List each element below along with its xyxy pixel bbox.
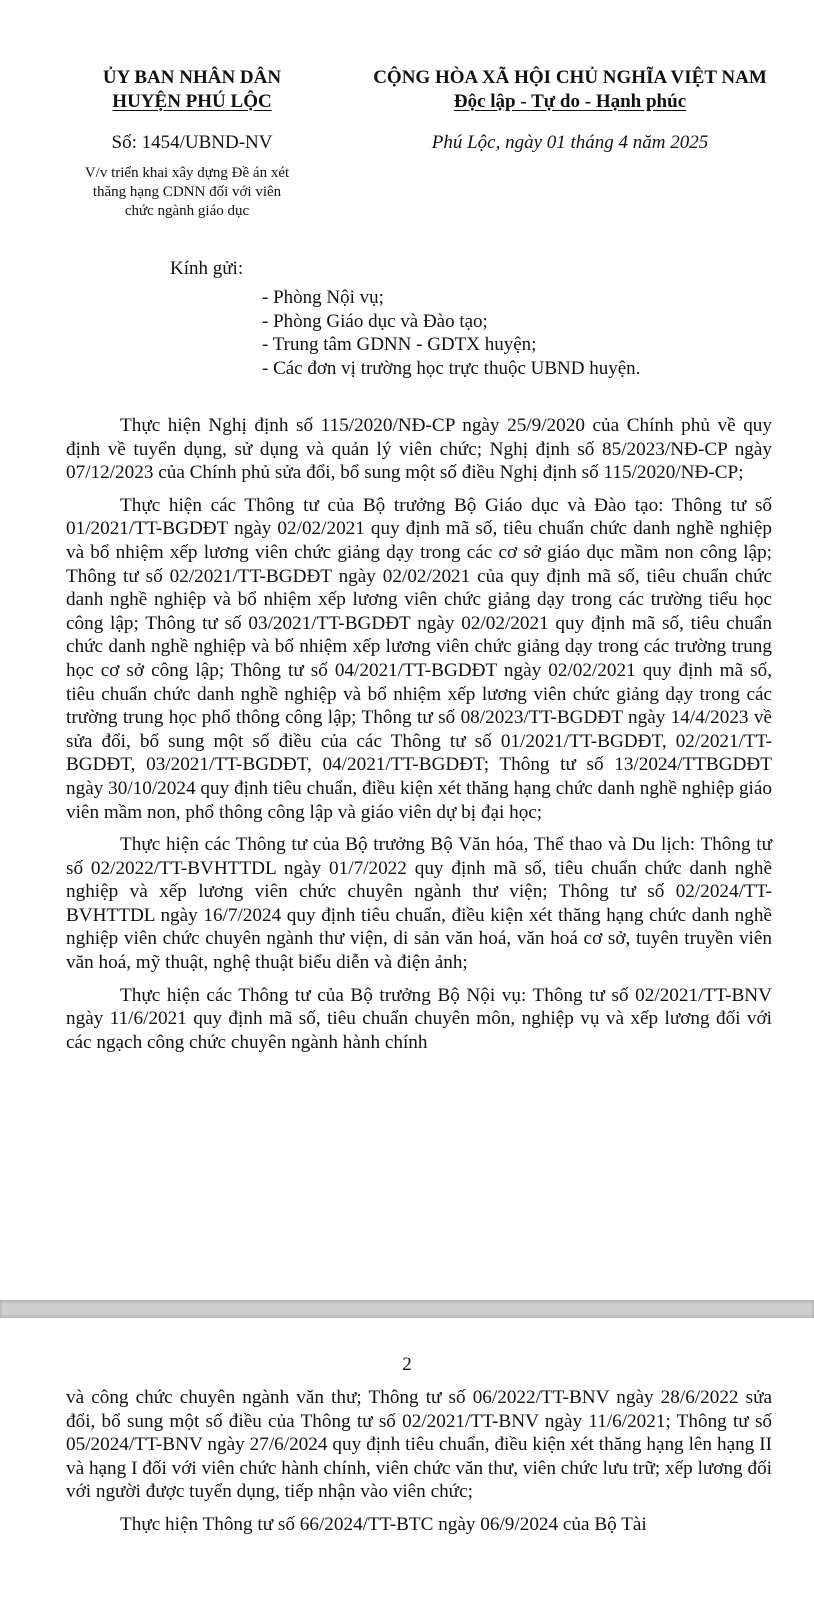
country-name: CỘNG HÒA XÃ HỘI CHỦ NGHĨA VIỆT NAM — [373, 67, 767, 88]
subject-summary — [52, 164, 322, 221]
body-paragraph: Thực hiện các Thông tư của Bộ trưởng Bộ Văn hóa, Thể thao và Du lịch: Thông tư số 02/2022/TT-BVHTTDL ngày 01/7/2022 quy định mã số, tiêu chuẩn chức danh nghề nghiệp và xếp lương viên chức chuyên ngành thư viện; Thông tư số 02/2024/TT-BVHTTDL ngày 16/7/2024 quy định tiêu chuẩn, điều kiện xét thăng hạng chức danh nghề nghiệp viên chức chuyên ngành thư viện, di sản văn hoá, văn hoá cơ sở, tuyên truyền viên văn hoá, mỹ thuật, nghệ thuật biểu diễn và điện ảnh; — [66, 834, 772, 974]
subject-line: V/v triển khai xây dựng Đề án xét — [84, 165, 290, 181]
document-page-2 — [0, 1318, 814, 1600]
recipient-item: - Trung tâm GDNN - GDTX huyện; — [262, 334, 537, 355]
recipient-item: - Phòng Nội vụ; — [262, 287, 384, 308]
national-motto-header — [340, 66, 800, 114]
body-paragraph: Thực hiện Nghị định số 115/2020/NĐ-CP ngày 25/9/2020 của Chính phủ về quy định về tuyển dụng, sử dụng và quản lý viên chức; Nghị định số 85/2023/NĐ-CP ngày 07/12/2023 của Chính phủ sửa đổi, bổ sung một số điều Nghị định số 115/2020/NĐ-CP; — [66, 415, 772, 484]
recipient-list — [262, 286, 640, 380]
document-body-continued — [66, 1386, 772, 1546]
issue-date: Phú Lộc, ngày 01 tháng 4 năm 2025 — [431, 132, 709, 153]
document-number: Số: 1454/UBND-NV — [111, 132, 273, 153]
document-body — [66, 414, 772, 1063]
national-motto: Độc lập - Tự do - Hạnh phúc — [453, 91, 687, 112]
body-paragraph: và công chức chuyên ngành văn thư; Thông tư số 06/2022/TT-BNV ngày 28/6/2022 sửa đổi, bổ sung một số điều của Thông tư số 02/2021/TT-BNV ngày 11/6/2021; Thông tư số 05/2024/TT-BNV ngày 27/6/2024 quy định tiêu chuẩn, điều kiện xét thăng hạng lên hạng II và hạng I đối với viên chức hành chính, viên chức văn thư, viên chức lưu trữ; xếp lương đối với người được tuyển dụng, tiếp nhận vào viên chức; — [66, 1387, 772, 1503]
subject-line: thăng hạng CDNN đối với viên — [92, 184, 282, 200]
page-break — [0, 1300, 814, 1318]
greeting: Kính gửi: — [170, 258, 244, 279]
subject-line: chức ngành giáo dục — [124, 203, 250, 219]
issuer-header — [72, 66, 312, 114]
issuer-line-1: ỦY BAN NHÂN DÂN — [102, 67, 282, 88]
body-paragraph: Thực hiện các Thông tư của Bộ trưởng Bộ Nội vụ: Thông tư số 02/2021/TT-BNV ngày 11/6/2021 quy định mã số, tiêu chuẩn chuyên môn, nghiệp vụ và xếp lương đối với các ngạch công chức chuyên ngành hành chính — [66, 984, 772, 1053]
recipient-item: - Các đơn vị trường học trực thuộc UBND huyện. — [262, 357, 641, 379]
body-paragraph: Thực hiện Thông tư số 66/2024/TT-BTC ngày 06/9/2024 của Bộ Tài — [120, 1513, 647, 1535]
page-number: 2 — [402, 1354, 412, 1375]
recipient-item: - Phòng Giáo dục và Đào tạo; — [262, 310, 488, 332]
body-paragraph: Thực hiện các Thông tư của Bộ trưởng Bộ Giáo dục và Đào tạo: Thông tư số 01/2021/TT-BGDĐT ngày 02/02/2021 quy định mã số, tiêu chuẩn chức danh nghề nghiệp và bổ nhiệm xếp lương viên chức giảng dạy trong các cơ sở giáo dục mầm non công lập; Thông tư số 02/2021/TT-BGDĐT ngày 02/02/2021 của quy định mã số, tiêu chuẩn chức danh nghề nghiệp và bổ nhiệm xếp lương viên chức giảng dạy trong các trường tiểu học công lập; Thông tư số 03/2021/TT-BGDĐT ngày 02/02/2021 quy định mã số, tiêu chuẩn chức danh nghề nghiệp và bổ nhiệm xếp lương viên chức giảng dạy trong các trường trung học cơ sở công lập; Thông tư số 04/2021/TT-BGDĐT ngày 02/02/2021 quy định mã số, tiêu chuẩn chức danh nghề nghiệp và bổ nhiệm xếp lương viên chức giảng dạy trong các trường trung học phổ thông công lập; Thông tư số 08/2023/TT-BGDĐT ngày 14/4/2023 về sửa đổi, bổ sung một số điều của các Thông tư số 01/2021/TT-BGDĐT, 02/2021/TT-BGDĐT, 03/2021/TT-BGDĐT, 04/2021/TT-BGDĐT; Thông tư số 13/2024/TTBGDĐT ngày 30/10/2024 quy định tiêu chuẩn, điều kiện xét thăng hạng chức danh nghề nghiệp giáo viên mầm non, phổ thông công lập và giáo viên dự bị đại học; — [66, 494, 772, 823]
issuer-line-2: HUYỆN PHÚ LỘC — [112, 91, 272, 112]
